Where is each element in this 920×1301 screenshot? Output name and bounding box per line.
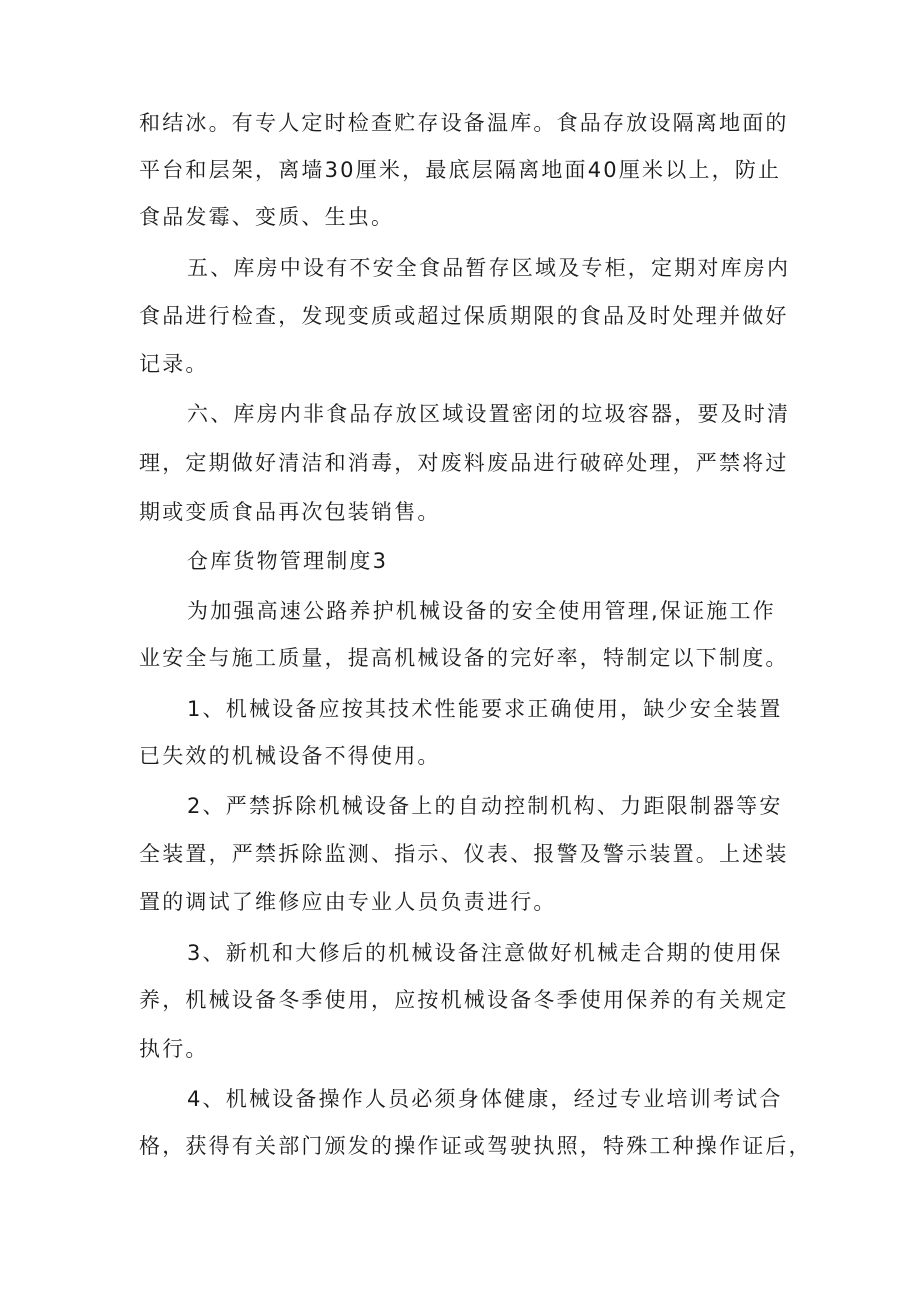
- text-line: 置的调试了维修应由专业人员负责进行。: [139, 890, 557, 914]
- paragraph-start-line: 2、严禁拆除机械设备上的自动控制机构、力距限制器等安: [187, 794, 783, 818]
- paragraph-start-line: 3、新机和大修后的机械设备注意做好机械走合期的使用保: [187, 941, 783, 965]
- paragraph-start-line: 4、机械设备操作人员必须身体健康，经过专业培训考试合: [187, 1087, 783, 1111]
- text-line: 养，机械设备冬季使用，应按机械设备冬季使用保养的有关规定: [139, 988, 789, 1012]
- text-line: 格，获得有关部门颁发的操作证或驾驶执照，特殊工种操作证后，: [139, 1134, 812, 1158]
- text-line: 平台和层架，离墙30厘米，最底层隔离地面40厘米以上，防止: [139, 158, 782, 182]
- text-line: 执行。: [139, 1037, 209, 1061]
- text-line: 期或变质食品再次包装销售。: [139, 500, 441, 524]
- text-line: 已失效的机械设备不得使用。: [139, 744, 441, 768]
- paragraph-start-line: 六、库房内非食品存放区域设置密闭的垃圾容器，要及时清: [187, 402, 791, 426]
- text-line: 业安全与施工质量，提高机械设备的完好率，特制定以下制度。: [139, 646, 789, 670]
- text-line: 全装置，严禁拆除监测、指示、仪表、报警及警示装置。上述装: [139, 842, 789, 866]
- paragraph-start-line: 1、机械设备应按其技术性能要求正确使用，缺少安全装置: [187, 697, 783, 721]
- text-line: 和结冰。有专人定时检查贮存设备温库。食品存放设隔离地面的: [139, 111, 789, 135]
- text-line: 理，定期做好清洁和消毒，对废料废品进行破碎处理，严禁将过: [139, 451, 789, 475]
- text-line: 记录。: [139, 352, 209, 376]
- text-line: 食品进行检查，发现变质或超过保质期限的食品及时处理并做好: [139, 304, 789, 328]
- paragraph-start-line: 五、库房中设有不安全食品暂存区域及专柜，定期对库房内: [187, 256, 791, 280]
- text-line: 食品发霉、变质、生虫。: [139, 205, 395, 229]
- paragraph-start-line: 为加强高速公路养护机械设备的安全使用管理,保证施工作: [187, 599, 776, 623]
- section-heading: 仓库货物管理制度3: [187, 549, 389, 573]
